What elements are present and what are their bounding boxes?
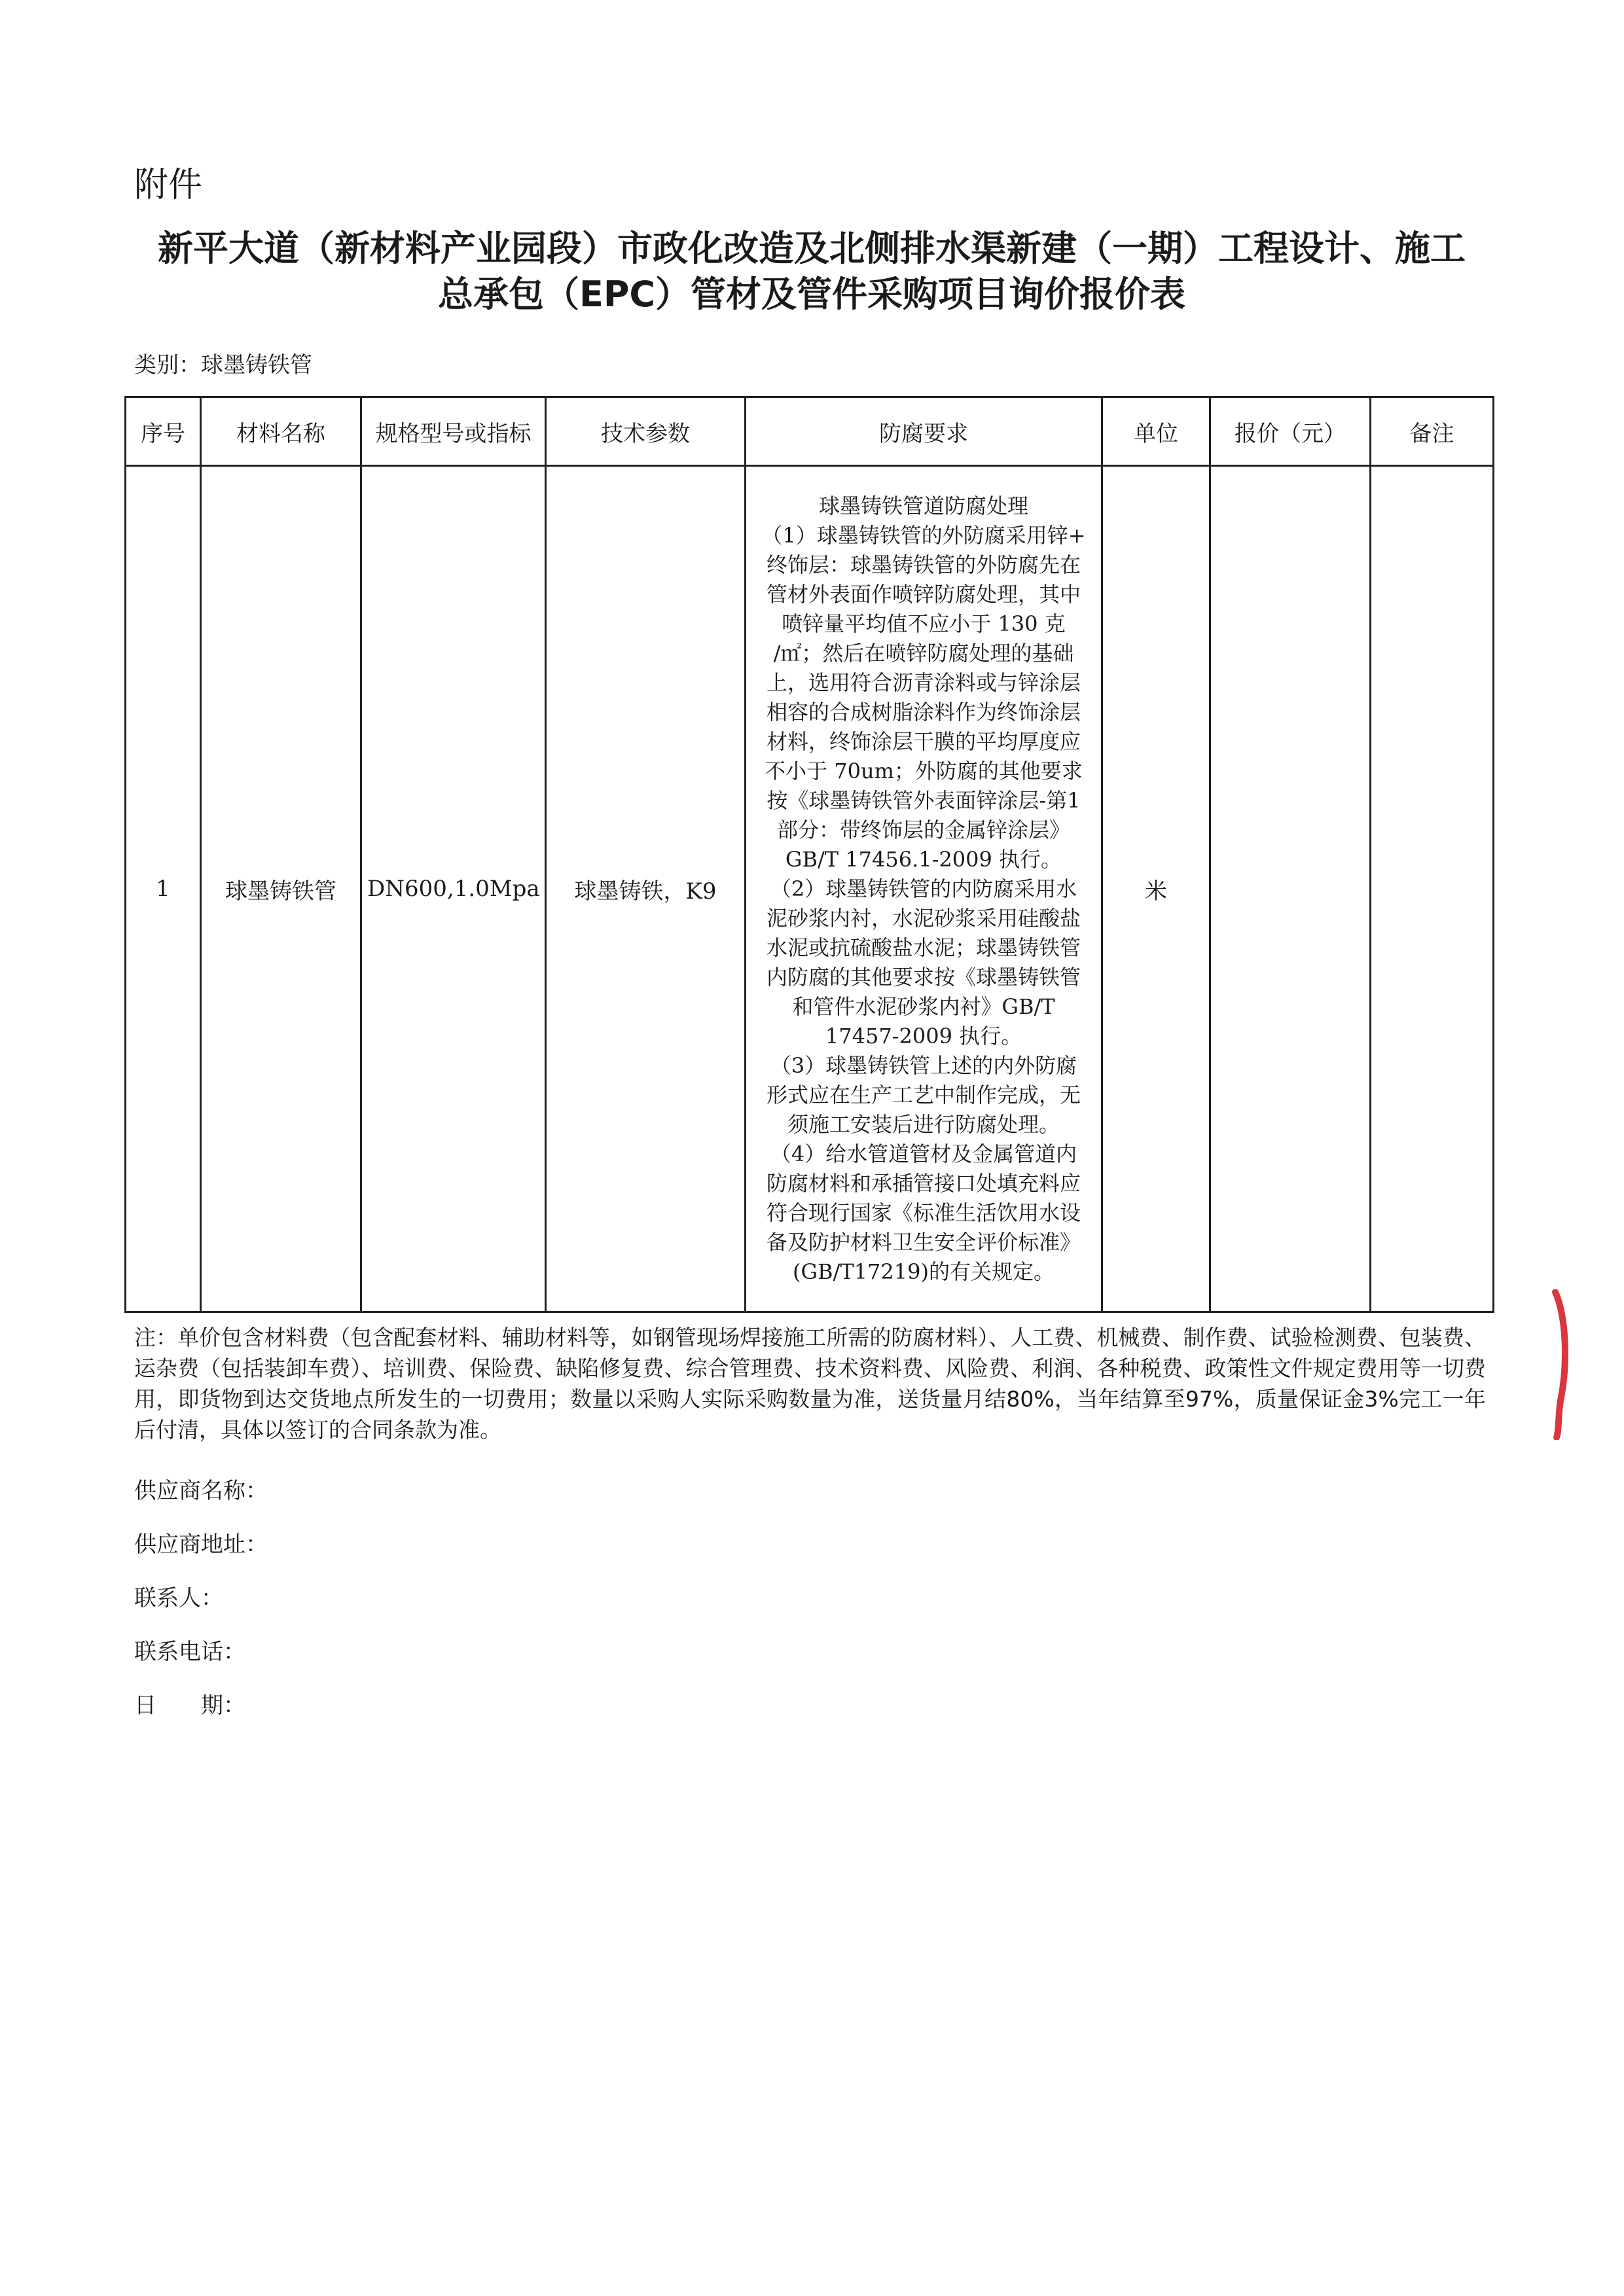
anticorrosion-line: 管材外表面作喷锌防腐处理，其中 [766,581,1081,607]
anticorrosion-line: （3）球墨铸铁管上述的内外防腐 [770,1052,1077,1078]
anticorrosion-line: 防腐材料和承插管接口处填充料应 [766,1170,1081,1196]
anticorrosion-line: 材料，终饰涂层干膜的平均厚度应 [766,728,1081,754]
note-paragraph: 注：单价包含材料费（包含配套材料、辅助材料等，如钢管现场焊接施工所需的防腐材料）、人工费、机械费、制作费、试验检测费、包装费、运杂费（包括装卸车费）、培训费、保险费、缺陷修复费、综合管理费、技术资料费、风险费、利润、各种税费、政策性文件规定费用等一切费用，即货物到达交货地点所发生的一切费用；数量以采购人实际采购数量为准，送货量月结80%，当年结算至97%，质量保证金3%完工一年后付清，具体以签订的合同条款为准。 [134,1325,1486,1443]
cell-material: 球墨铸铁管 [201,466,361,1312]
header-tech: 技术参数 [546,397,746,466]
attachment-label: 附件 [134,166,203,205]
header-spec: 规格型号或指标 [361,397,546,466]
cell-unit: 米 [1102,466,1210,1312]
header-material: 材料名称 [201,397,361,466]
cell-tech: 球墨铸铁，K9 [546,466,746,1312]
anticorrosion-line: （4）给水管道管材及金属管道内 [770,1141,1077,1166]
anticorrosion-line: 泥砂浆内衬，水泥砂浆采用硅酸盐 [766,905,1081,931]
anticorrosion-line: （2）球墨铸铁管的内防腐采用水 [770,876,1077,901]
cell-index: 1 [126,466,201,1312]
page-title-line2: 总承包（EPC）管材及管件采购项目询价报价表 [437,274,1186,315]
quote-table [124,396,1494,1313]
anticorrosion-line: 上，选用符合沥青涂料或与锌涂层 [766,670,1081,695]
table-header-row [126,397,1494,466]
anticorrosion-line: 须施工安装后进行防腐处理。 [787,1111,1060,1137]
anticorrosion-line: 内防腐的其他要求按《球墨铸铁管 [766,964,1081,990]
anticorrosion-line: 球墨铸铁管道防腐处理 [818,493,1028,518]
cell-price[interactable] [1210,466,1371,1312]
stamp-edge-mark [1551,1289,1570,1440]
anticorrosion-line: 水泥或抗硫酸盐水泥；球墨铸铁管 [766,935,1081,960]
phone-field: 联系电话： [134,1639,245,1665]
header-anticorrosion: 防腐要求 [746,397,1102,466]
table-row [126,466,1494,1312]
anticorrosion-line: 部分：带终饰层的金属锌涂层》 [776,817,1070,842]
anticorrosion-line: /㎡；然后在喷锌防腐处理的基础 [773,640,1074,666]
supplier-name-field: 供应商名称： [134,1478,268,1504]
anticorrosion-line: （1）球墨铸铁管的外防腐采用锌+ [761,522,1086,548]
anticorrosion-line: 终饰层：球墨铸铁管的外防腐先在 [766,552,1081,577]
anticorrosion-line: 17457-2009 执行。 [825,1023,1022,1049]
anticorrosion-line: 形式应在生产工艺中制作完成，无 [766,1082,1081,1107]
anticorrosion-line: 不小于 70um；外防腐的其他要求 [765,758,1083,783]
header-index: 序号 [126,397,201,466]
header-remark: 备注 [1371,397,1494,466]
anticorrosion-line: GB/T 17456.1-2009 执行。 [785,846,1062,872]
cell-anticorrosion [746,466,1102,1312]
anticorrosion-line: (GB/T17219)的有关规定。 [793,1259,1055,1284]
anticorrosion-line: 喷锌量平均值不应小于 130 克 [782,611,1066,636]
supplier-address-field: 供应商地址： [134,1532,268,1558]
cell-remark[interactable] [1371,466,1494,1312]
category-label: 类别：球墨铸铁管 [134,352,312,378]
anticorrosion-line: 备及防护材料卫生安全评价标准》 [766,1229,1081,1255]
anticorrosion-line: 符合现行国家《标准生活饮用水设 [766,1200,1081,1225]
header-price: 报价（元） [1210,397,1371,466]
anticorrosion-line: 按《球墨铸铁管外表面锌涂层-第1 [767,787,1081,813]
page-title-line1: 新平大道（新材料产业园段）市政化改造及北侧排水渠新建（一期）工程设计、施工 [158,228,1466,269]
anticorrosion-line: 和管件水泥砂浆内衬》GB/T [792,994,1055,1019]
anticorrosion-line: 相容的合成树脂涂料作为终饰涂层 [766,699,1081,725]
cell-spec: DN600,1.0Mpa [361,466,546,1312]
header-unit: 单位 [1102,397,1210,466]
date-field: 日 期： [134,1693,245,1719]
contact-field: 联系人： [134,1585,223,1611]
